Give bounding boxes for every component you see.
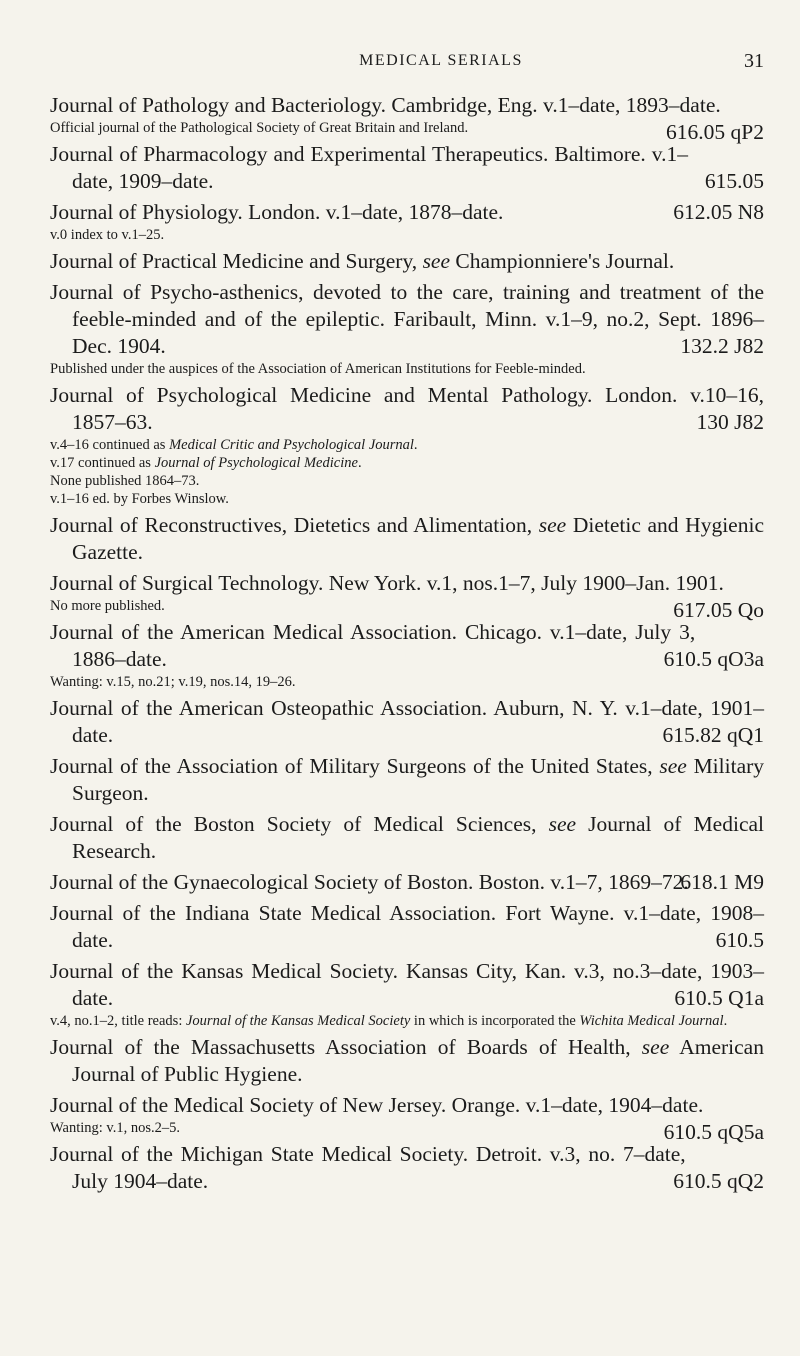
entry-title: Journal of Pathology and Bacteriology. bbox=[50, 93, 386, 117]
entry-details: Military Surgeon. bbox=[72, 754, 765, 805]
entry-note: No more published. bbox=[50, 598, 165, 614]
call-number: 615.82 qQ1 bbox=[662, 723, 764, 747]
call-number: 610.5 qQ5a bbox=[663, 1120, 764, 1144]
page-header bbox=[118, 50, 764, 78]
see-reference-label: see bbox=[538, 513, 567, 537]
call-number: 612.05 N8 bbox=[673, 200, 764, 224]
call-number: 610.5 qO3a bbox=[663, 647, 764, 671]
catalog-entry bbox=[50, 382, 764, 508]
entry-heading bbox=[50, 869, 764, 896]
entry-title: Journal of the Michigan State Medical Society. bbox=[50, 1142, 469, 1166]
entry-title: Journal of Psychological Medicine and Mental Pathology. bbox=[50, 383, 593, 407]
entry-details: Chicago. v.1–date, July 3, 1886–date. bbox=[72, 620, 696, 671]
entry-heading bbox=[50, 382, 764, 436]
catalog-entry bbox=[50, 1034, 764, 1088]
catalog-entry bbox=[50, 619, 764, 691]
entry-title: Journal of the Massachusetts Association of Boards of Health, bbox=[50, 1035, 631, 1059]
catalog-entry bbox=[50, 1092, 764, 1144]
see-reference-label: see bbox=[548, 812, 577, 836]
entry-heading bbox=[50, 199, 764, 226]
entry-title: Journal of Practical Medicine and Surgery, bbox=[50, 249, 418, 273]
entry-details: New York. v.1, nos.1–7, July 1900–Jan. 1901. bbox=[323, 571, 724, 595]
see-reference-label: see bbox=[422, 249, 451, 273]
entry-note: Official journal of the Pathological Society of Great Britain and Ireland. bbox=[50, 120, 469, 136]
entry-title: Journal of Reconstructives, Dietetics and Alimentation, bbox=[50, 513, 533, 537]
entry-heading bbox=[50, 1141, 764, 1195]
entry-title: Journal of Surgical Technology. bbox=[50, 571, 324, 595]
entry-title: Journal of the American Osteopathic Association. bbox=[50, 696, 488, 720]
entry-note: v.17 continued as Journal of Psychological Medicine. bbox=[50, 455, 362, 471]
entry-details: Baltimore. v.1–date, 1909–date. bbox=[72, 142, 689, 193]
entry-title: Journal of Psycho-asthenics, bbox=[50, 280, 304, 304]
see-reference-label: see bbox=[659, 754, 687, 778]
entry-heading bbox=[50, 619, 764, 673]
catalog-entry bbox=[50, 92, 764, 144]
entry-details: Detroit. v.3, no. 7–date, July 1904–date. bbox=[72, 1142, 686, 1193]
entry-title: Journal of the Boston Society of Medical Sciences, bbox=[50, 812, 537, 836]
call-number: 617.05 Qo bbox=[673, 598, 764, 622]
page-number: 31 bbox=[744, 50, 764, 72]
entry-title: Journal of Physiology. bbox=[50, 200, 243, 224]
call-number: 618.1 M9 bbox=[680, 870, 764, 894]
catalog-entry bbox=[50, 1141, 764, 1195]
entry-heading bbox=[50, 1034, 764, 1088]
catalog-entry bbox=[50, 695, 764, 749]
entry-heading bbox=[50, 248, 764, 275]
entry-details: Auburn, N. Y. v.1–date, 1901–date. bbox=[72, 696, 764, 747]
entry-details: Orange. v.1–date, 1904–date. bbox=[446, 1093, 704, 1117]
catalog-entry bbox=[50, 811, 764, 865]
catalog-entry bbox=[50, 512, 764, 566]
entry-heading bbox=[50, 958, 764, 1012]
entry-title: Journal of the Association of Military Surgeons of the United States, bbox=[50, 754, 653, 778]
entry-heading bbox=[50, 512, 764, 566]
entry-note: Wanting: v.15, no.21; v.19, nos.14, 19–26. bbox=[50, 674, 296, 690]
serials-list bbox=[50, 92, 764, 1199]
catalog-entry bbox=[50, 958, 764, 1030]
entry-details: London. v.10–16, 1857–63. bbox=[72, 383, 764, 434]
entry-details: Boston. v.1–7, 1869–72. bbox=[473, 870, 689, 894]
entry-title: Journal of the American Medical Association. bbox=[50, 620, 457, 644]
entry-note: v.1–16 ed. by Forbes Winslow. bbox=[50, 491, 229, 507]
entry-details: Championniere's Journal. bbox=[455, 249, 675, 273]
entry-details: American Journal of Public Hygiene. bbox=[72, 1035, 764, 1086]
call-number: 610.5 qQ2 bbox=[673, 1169, 764, 1193]
entry-title: Journal of Pharmacology and Experimental Therapeutics. bbox=[50, 142, 549, 166]
entry-note: v.4, no.1–2, title reads: Journal of the Kansas Medical Society in which is incorporated the Wichita Medical Journal. bbox=[50, 1013, 728, 1029]
running-head: MEDICAL SERIALS bbox=[359, 52, 523, 69]
catalog-entry bbox=[50, 570, 764, 622]
catalog-entry bbox=[50, 753, 764, 807]
call-number: 615.05 bbox=[704, 169, 764, 193]
catalog-entry bbox=[50, 900, 764, 954]
entry-heading bbox=[50, 141, 764, 195]
entry-heading bbox=[50, 753, 764, 807]
entry-heading bbox=[50, 695, 764, 749]
call-number: 610.5 bbox=[715, 928, 764, 952]
catalog-entry bbox=[50, 869, 764, 896]
entry-heading bbox=[50, 900, 764, 954]
entry-title: Journal of the Medical Society of New Jersey. bbox=[50, 1093, 447, 1117]
entry-details: devoted to the care, training and treatment of the feeble-minded and of the epileptic. Faribault, Minn. v.1–9, no.2, Sept. 1896–Dec. 1904. bbox=[72, 280, 764, 358]
entry-details: Fort Wayne. v.1–date, 1908–date. bbox=[72, 901, 764, 952]
entry-details: Kansas City, Kan. v.3, no.3–date, 1903–date. bbox=[72, 959, 764, 1010]
catalog-entry bbox=[50, 141, 764, 195]
entry-note: v.4–16 continued as Medical Critic and Psychological Journal. bbox=[50, 437, 418, 453]
entry-details: Journal of Medical Research. bbox=[72, 812, 765, 863]
entry-title: Journal of the Indiana State Medical Association. bbox=[50, 901, 497, 925]
entry-heading bbox=[50, 811, 764, 865]
entry-note: Published under the auspices of the Association of American Institutions for Feeble-minded. bbox=[50, 361, 586, 377]
entry-note: None published 1864–73. bbox=[50, 473, 200, 489]
entry-heading bbox=[50, 279, 764, 360]
entry-details: Cambridge, Eng. v.1–date, 1893–date. bbox=[385, 93, 721, 117]
catalog-entry bbox=[50, 248, 764, 275]
entry-title: Journal of the Gynaecological Society of Boston. bbox=[50, 870, 474, 894]
call-number: 132.2 J82 bbox=[680, 334, 764, 358]
entry-title: Journal of the Kansas Medical Society. bbox=[50, 959, 399, 983]
see-reference-label: see bbox=[641, 1035, 670, 1059]
entry-note: Wanting: v.1, nos.2–5. bbox=[50, 1120, 180, 1136]
catalog-entry bbox=[50, 279, 764, 378]
entry-note: v.0 index to v.1–25. bbox=[50, 227, 165, 243]
entry-details: London. v.1–date, 1878–date. bbox=[242, 200, 504, 224]
call-number: 610.5 Q1a bbox=[674, 986, 764, 1010]
call-number: 616.05 qP2 bbox=[666, 120, 764, 144]
call-number: 130 J82 bbox=[696, 410, 764, 434]
catalog-entry bbox=[50, 199, 764, 244]
entry-details: Dietetic and Hygienic Gazette. bbox=[72, 513, 764, 564]
